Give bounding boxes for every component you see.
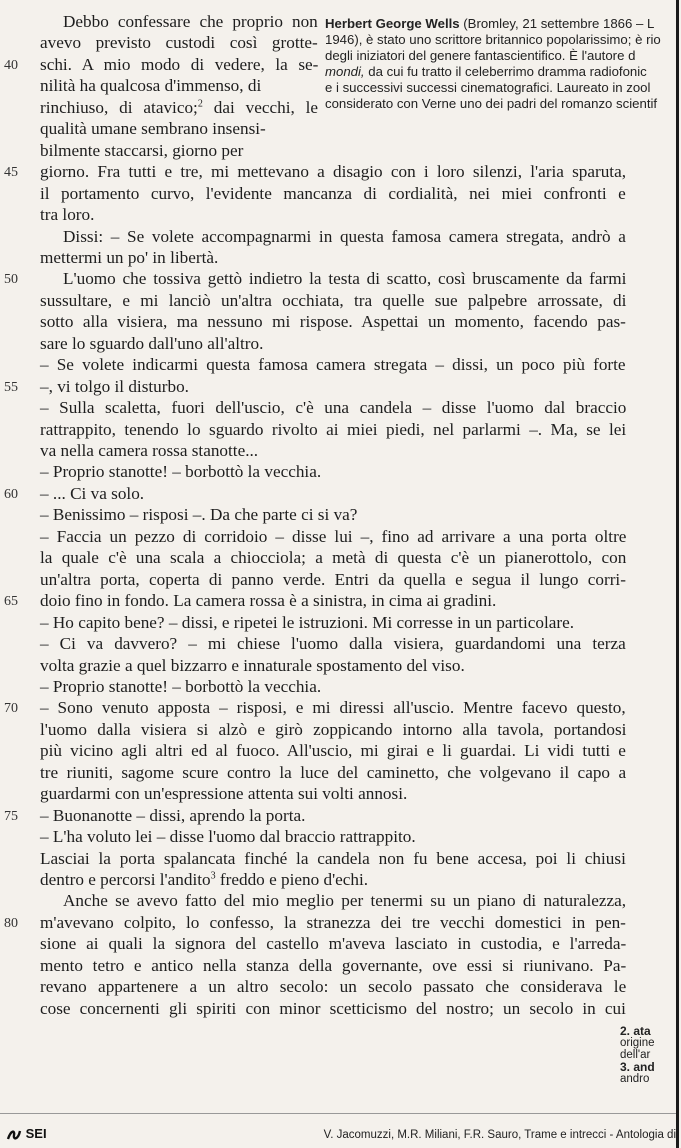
text-line-tail: dai vecchi, le [202, 97, 319, 117]
text-line-content: sotto alla visiera, ma nessuno mi rispose. Aspettai un momento, facendo pas- [40, 312, 626, 332]
text-line [40, 934, 626, 954]
text-line-content: tre riuniti, sagome scure contro la luce del caminetto, che volgevano il capo a [40, 762, 627, 782]
text-line-content: –, vi tolgo il disturbo. [40, 376, 189, 396]
text-line [40, 291, 626, 311]
text-line-content: revano appartenere a un altro secolo: un secolo passato che considerava le [40, 977, 627, 997]
text-line-content: il portamento curvo, l'evidente mancanza di cordialità, nei miei confronti e [40, 183, 626, 203]
text-line-content: – Se volete indicarmi questa famosa camera stregata – dissi, un poco più forte [40, 355, 626, 375]
text-line [40, 98, 318, 118]
text-line [40, 849, 626, 869]
text-line-content: m'avevano colpito, lo confesso, la stranezza dei tre vecchi domestici in pen- [40, 912, 626, 932]
text-line-content: l'uomo dalla visiera si alzò e girò zoppicando intorno alla tavola, portandosi [40, 719, 627, 739]
text-line [40, 591, 496, 611]
text-line [40, 441, 258, 461]
text-line-content: – ... Ci va solo. [40, 483, 145, 503]
text-line [63, 269, 626, 289]
bio-line-1 [325, 16, 676, 32]
text-line-content: – Ci va davvero? – mi chiese l'uomo dalla visiera, guardandomi una terza [40, 634, 626, 654]
text-line-content: guardarmi con un'espressione attenta sui volti annosi. [40, 784, 408, 804]
text-line-content: sussultare, e mi lanciò un'altra occhiata, tra quelle sue palpebre arrossate, di [40, 290, 627, 310]
text-line-content: rinchiuso, di atavico; [40, 97, 198, 117]
text-line [40, 956, 626, 976]
bio-italic-title: mondi, [325, 64, 365, 79]
text-line-content: avevo previsto custodi così grotte- [40, 33, 318, 53]
text-line [40, 398, 626, 418]
text-line [40, 656, 465, 676]
text-line-content: Debbo confessare che proprio non [63, 12, 318, 31]
text-line [40, 634, 626, 654]
text-line-content: tra loro. [40, 205, 95, 225]
line-number: 55 [4, 379, 18, 395]
text-line [40, 55, 318, 75]
bio-line-4-rest: da cui fu tratto il celeberrimo dramma radiofonic [364, 64, 647, 79]
text-line-content: – Sono venuto apposta – risposi, e mi diressi all'uscio. Mentre facevo questo, [40, 698, 626, 718]
bio-line-5: e i successivi successi cinematografici. Laureato in zool [325, 80, 651, 95]
text-line-content: qualità umane sembrano insensi- [40, 119, 266, 139]
text-line-content: bilmente staccarsi, giorno per [40, 140, 244, 160]
text-line [40, 119, 266, 139]
publisher-mark-icon [6, 1128, 22, 1142]
text-line [40, 806, 305, 826]
text-line [40, 527, 626, 547]
text-line-content: schi. A mio modo di vedere, la se- [40, 54, 319, 74]
text-line [40, 741, 626, 761]
text-line-content: nilità ha qualcosa d'immenso, di [40, 76, 262, 96]
text-line [40, 613, 574, 633]
page-edge-rule [676, 0, 679, 1148]
text-line [40, 913, 626, 933]
text-line [40, 334, 263, 354]
text-line [40, 698, 626, 718]
text-line-content: un'altra porta, coperta di panno verde. Entri da quella e segua il lungo corri- [40, 569, 626, 589]
text-line [40, 162, 626, 182]
text-line [63, 227, 626, 247]
footnote-2-label: 2. ata [620, 1025, 651, 1038]
text-line [40, 484, 144, 504]
text-line-content: la quale c'è una scala a chiocciola; a metà di questa c'è un pianerottolo, con [40, 548, 627, 568]
line-number: 60 [4, 486, 18, 502]
text-line-content: Lasciai la porta spalancata finché la candela non fu bene accesa, poi li chiusi [40, 848, 626, 868]
text-line-content: Dissi: – Se volete accompagnarmi in questa famosa camera stregata, andrò a [63, 226, 626, 246]
text-line [40, 548, 626, 568]
text-line-tail: freddo e pieno d'echi. [215, 870, 369, 889]
footnote-ref-3: 3 [210, 870, 216, 882]
text-line [40, 462, 321, 482]
bio-author-name: Herbert George Wells [325, 16, 460, 31]
text-line [40, 999, 626, 1019]
author-bio [325, 16, 676, 112]
text-line-content: va nella camera rossa stanotte... [40, 441, 259, 460]
text-line-content: – Proprio stanotte! – borbottò la vecchia. [40, 462, 322, 482]
bio-line-4 [325, 64, 676, 80]
text-line-content: sare lo sguardo dall'uno all'altro. [40, 333, 264, 353]
footnote-3-label: 3. and [620, 1060, 655, 1074]
text-line-content: mettermi un po' in libertà. [40, 247, 219, 267]
text-line-content: – Buonanotte – dissi, aprendo la porta. [40, 805, 306, 825]
text-line-content: L'uomo che tossiva gettò indietro la testa di scatto, così bruscamente da farmi [63, 269, 627, 289]
line-number: 70 [4, 701, 18, 717]
text-line [40, 420, 626, 440]
text-line-content: più vicino agli altri ed al fuoco. All'uscio, mi girai e li guardai. Li vidi tutti e [40, 741, 626, 761]
line-number: 45 [4, 165, 18, 181]
text-line [40, 784, 407, 804]
text-line [40, 677, 321, 697]
text-line [40, 248, 218, 268]
text-line [40, 827, 416, 847]
text-line-content: – Benissimo – risposi –. Da che parte ci si va? [40, 505, 358, 525]
line-number: 40 [4, 57, 18, 73]
text-line-content: – Proprio stanotte! – borbottò la vecchia. [40, 676, 322, 696]
text-line-content: giorno. Fra tutti e tre, mi mettevano a disagio con i loro silenzi, l'aria sparuta, [40, 162, 627, 182]
text-line-content: sione ai quali la signora del castello m'aveva lasciato in custodia, e l'arreda- [40, 934, 627, 954]
text-line-content: Anche se avevo fatto del mio meglio per tenermi su un piano di naturalezza, [63, 891, 627, 911]
bio-line-1-rest: (Bromley, 21 settembre 1866 – L [459, 16, 655, 31]
footnotes [620, 1025, 676, 1085]
text-line-content: – L'ha voluto lei – disse l'uomo dal braccio rattrappito. [40, 827, 416, 847]
text-line-content: mento tetro e antico nella stanza della governante, ove essi si riunivano. Pa- [40, 955, 627, 975]
publisher-name: SEI [25, 1126, 47, 1141]
text-line-content: – Sulla scaletta, fuori dell'uscio, c'è una candela – disse l'uomo dal braccio [40, 398, 627, 418]
line-number: 50 [4, 272, 18, 288]
line-number: 75 [4, 808, 18, 824]
text-line [40, 205, 94, 225]
text-line-content: volta grazie a quel bizzarro e innaturale spostamento del viso. [40, 655, 465, 675]
text-line-content: – Faccia un pezzo di corridoio – disse lui –, fino ad arrivare a una porta oltre [40, 526, 627, 546]
text-line [63, 891, 626, 911]
text-line [40, 377, 189, 397]
bio-line-2: 1946), è stato uno scrittore britannico popolarissimo; è rio [325, 32, 661, 47]
text-line [40, 355, 626, 375]
text-line [40, 977, 626, 997]
text-line-content: doio fino in fondo. La camera rossa è a sinistra, in cima ai gradini. [40, 591, 497, 611]
text-line [40, 870, 368, 890]
bio-line-3: degli iniziatori del genere fantascientifico. È l'autore d [325, 48, 636, 63]
footer-credits: V. Jacomuzzi, M.R. Miliani, F.R. Sauro, Trame e intrecci - Antologia di [323, 1129, 676, 1141]
text-line [40, 184, 626, 204]
footnote-ref-2: 2 [197, 98, 203, 110]
text-line [40, 763, 626, 783]
text-line-content: rattrappito, tenendo lo sguardo rivolto ai miei piedi, nel parlarmi –. Ma, se lei [40, 419, 627, 439]
text-line-content: dentro e percorsi l'andito [40, 870, 211, 889]
text-line-content: cose concernenti gli spiriti con minor scetticismo del nostro; un secolo in cui [40, 998, 626, 1018]
text-line [40, 312, 626, 332]
line-number: 80 [4, 915, 18, 931]
footer-rule [0, 1113, 676, 1114]
line-number: 65 [4, 594, 18, 610]
bio-line-6: considerato con Verne uno dei padri del romanzo scientif [325, 96, 658, 111]
text-line [40, 33, 318, 53]
text-line [40, 76, 261, 96]
publisher-logo [6, 1125, 47, 1143]
text-line [40, 720, 626, 740]
text-line [40, 141, 243, 161]
footnote-line: andro [620, 1073, 650, 1085]
footnote-line: origine [620, 1037, 655, 1049]
text-line-content: – Ho capito bene? – dissi, e ripetei le istruzioni. Mi corresse in un particolare. [40, 612, 575, 632]
text-line [40, 505, 357, 525]
text-line [63, 12, 318, 32]
footnote-line: dell'ar [620, 1049, 651, 1061]
text-line [40, 570, 626, 590]
